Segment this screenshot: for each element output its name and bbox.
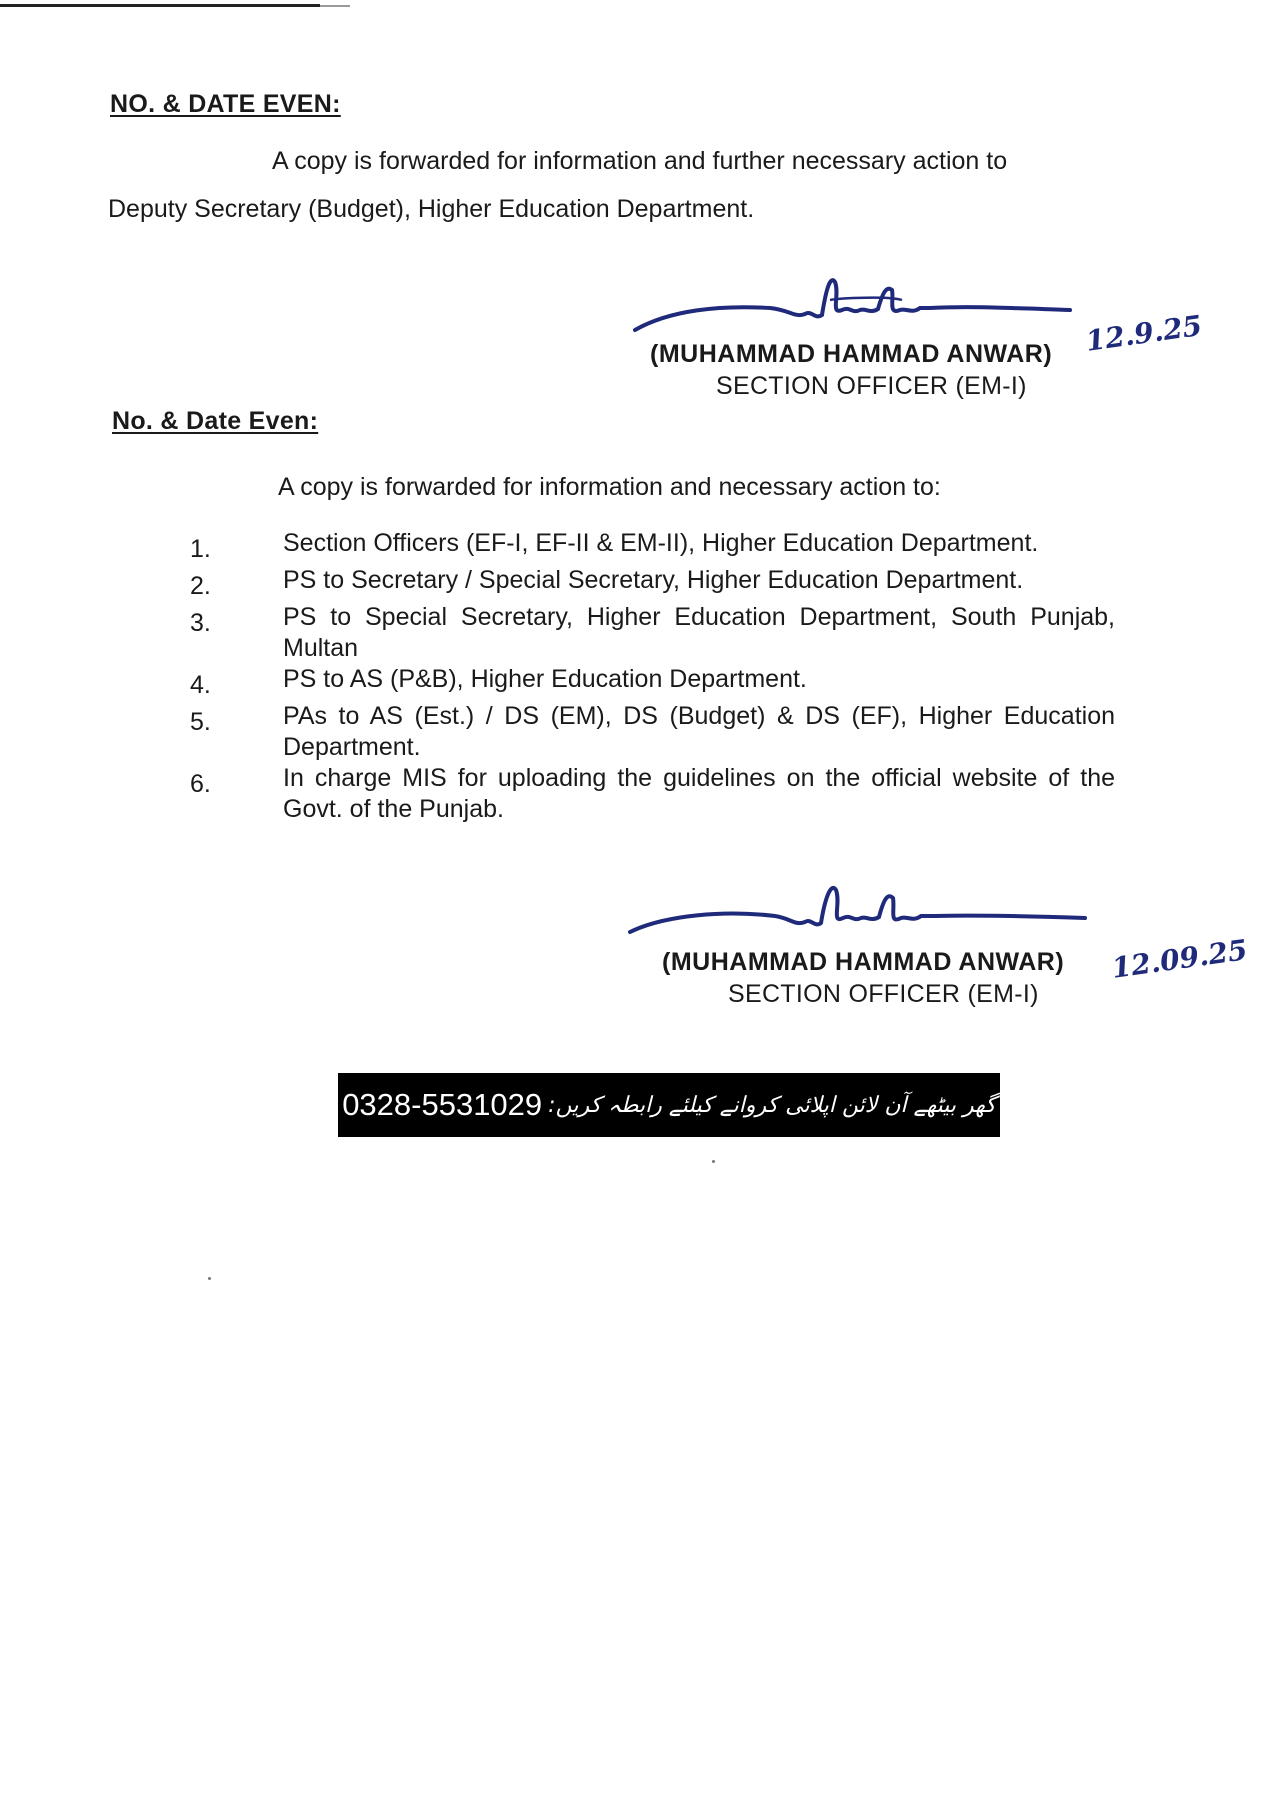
signature-1-title: SECTION OFFICER (EM-I) [716, 372, 1027, 400]
scan-edge-line [0, 4, 320, 7]
section1-line1: A copy is forwarded for information and further necessary action to [272, 147, 1008, 175]
section1-heading: NO. & DATE EVEN: [110, 90, 341, 118]
scan-edge-line-faint [320, 5, 350, 7]
contact-urdu-text: گھر بیٹھے آن لائن اپلائی کروانے کیلئے رابطہ کریں: [548, 1092, 996, 1118]
section2-intro: A copy is forwarded for information and necessary action to: [278, 473, 941, 501]
signature-2 [625, 880, 1105, 950]
scan-speck [208, 1277, 211, 1280]
list-item: 6. In charge MIS for uploading the guidelines on the official website of the Govt. of the Punjab. [190, 764, 1115, 823]
contact-phone: 0328-5531029 [342, 1087, 543, 1122]
list-item: 4. PS to AS (P&B), Higher Education Department. [190, 665, 807, 699]
signature-1 [630, 270, 1090, 340]
list-item: 1. Section Officers (EF-I, EF-II & EM-II), Higher Education Department. [190, 529, 1039, 563]
section2-heading: No. & Date Even: [112, 407, 319, 435]
contact-banner [338, 1073, 1000, 1137]
signature-2-title: SECTION OFFICER (EM-I) [728, 980, 1039, 1008]
signature-2-name: (MUHAMMAD HAMMAD ANWAR) [662, 948, 1065, 976]
signature-1-name: (MUHAMMAD HAMMAD ANWAR) [650, 340, 1053, 368]
forwarding-list [190, 528, 1115, 825]
signature-2-date: 12.09.25 [1109, 933, 1250, 985]
section1-line2: Deputy Secretary (Budget), Higher Education Department. [108, 195, 755, 223]
list-item: 3. PS to Special Secretary, Higher Education Department, South Punjab, Multan [190, 603, 1115, 662]
signature-1-date: 12.9.25 [1083, 308, 1205, 358]
list-item: 2. PS to Secretary / Special Secretary, Higher Education Department. [190, 566, 1024, 600]
scan-speck [712, 1160, 715, 1163]
list-item: 5. PAs to AS (Est.) / DS (EM), DS (Budget) & DS (EF), Higher Education Department. [190, 702, 1115, 761]
